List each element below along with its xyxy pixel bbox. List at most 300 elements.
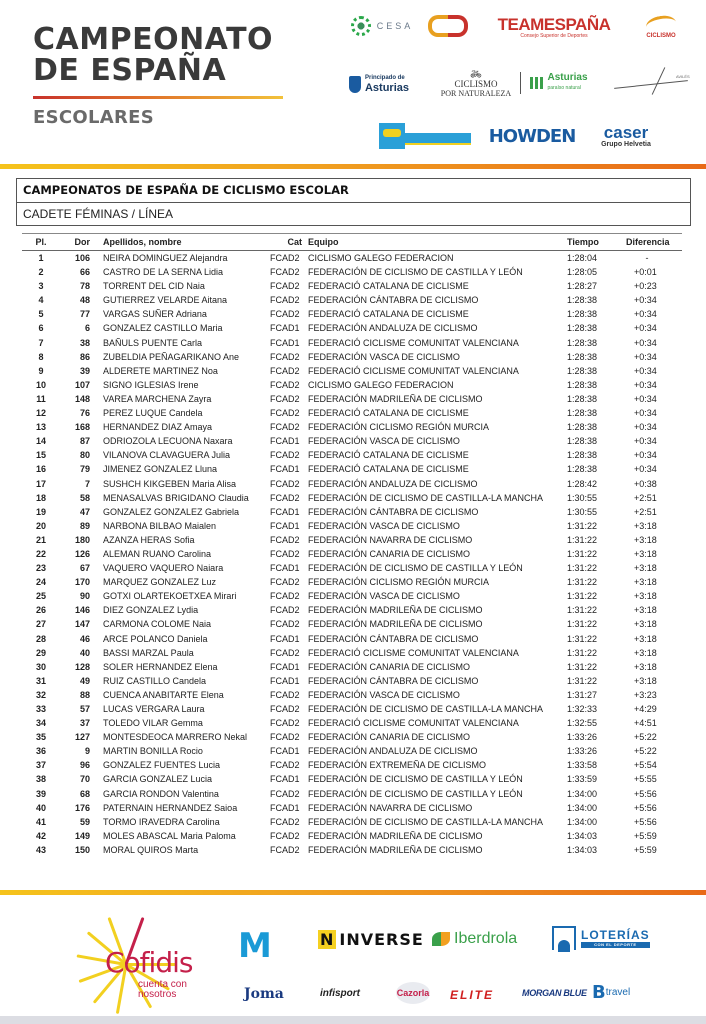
cell-diff: +2:51 bbox=[634, 506, 657, 517]
cell-dor: 78 bbox=[79, 281, 90, 292]
cell-cat: FCAD2 bbox=[270, 393, 300, 404]
cell-pl: 37 bbox=[35, 760, 46, 771]
cell-diff: +0:38 bbox=[634, 478, 657, 489]
cell-diff: +0:34 bbox=[634, 464, 657, 475]
cell-name: GARCIA RONDON Valentina bbox=[103, 788, 219, 799]
cell-cat: FCAD1 bbox=[270, 323, 300, 334]
cell-pl: 7 bbox=[38, 337, 44, 348]
cell-pl: 38 bbox=[35, 774, 46, 785]
table-row bbox=[22, 815, 682, 829]
cell-name: CASTRO DE LA SERNA Lidia bbox=[103, 267, 224, 278]
cell-team: FEDERACIÓN MADRILEÑA DE CICLISMO bbox=[308, 830, 483, 841]
cell-name: BAÑULS PUENTE Carla bbox=[103, 337, 203, 348]
cell-pl: 23 bbox=[35, 563, 46, 574]
cell-diff: +0:34 bbox=[634, 351, 657, 362]
cell-diff: +2:51 bbox=[634, 492, 657, 503]
cell-pl: 17 bbox=[35, 478, 46, 489]
cell-pl: 24 bbox=[35, 577, 46, 588]
cell-team: FEDERACIÓN CANARIA DE CICLISMO bbox=[308, 548, 471, 559]
cell-time: 1:31:22 bbox=[567, 548, 598, 559]
rfec-logo: CICLISMO bbox=[640, 12, 682, 42]
cell-team: FEDERACIÓ CATALANA DE CICLISME bbox=[308, 464, 469, 475]
cofidis-logo: Cofidis cuenta con nosotros bbox=[68, 918, 208, 1008]
cell-time: 1:28:38 bbox=[567, 337, 598, 348]
cell-diff: +0:34 bbox=[634, 408, 657, 419]
table-row bbox=[22, 462, 682, 476]
cell-cat: FCAD1 bbox=[270, 506, 300, 517]
cell-dor: 7 bbox=[84, 478, 90, 489]
cell-team: FEDERACIÓN CANARIA DE CICLISMO bbox=[308, 732, 471, 743]
cell-dor: 87 bbox=[79, 436, 90, 447]
cell-pl: 29 bbox=[35, 647, 46, 658]
cell-name: MARQUEZ GONZALEZ Luz bbox=[103, 577, 217, 588]
cell-team: FEDERACIÓN EXTREMEÑA DE CICLISMO bbox=[308, 760, 487, 771]
cell-team: FEDERACIÓN DE CICLISMO DE CASTILLA Y LEÓN bbox=[308, 774, 523, 785]
cell-name: MARTIN BONILLA Rocio bbox=[103, 746, 203, 757]
results-table bbox=[22, 233, 682, 857]
cell-team: CICLISMO GALEGO FEDERACION bbox=[308, 379, 454, 390]
cell-name: VAREA MARCHENA Zayra bbox=[103, 393, 212, 404]
table-row bbox=[22, 364, 682, 378]
cell-time: 1:28:05 bbox=[567, 267, 598, 278]
cell-time: 1:28:38 bbox=[567, 379, 598, 390]
cell-name: SOLER HERNANDEZ Elena bbox=[103, 661, 218, 672]
cell-diff: +3:18 bbox=[634, 577, 657, 588]
cell-cat: FCAD2 bbox=[270, 816, 300, 827]
cell-name: SIGNO IGLESIAS Irene bbox=[103, 379, 199, 390]
cell-pl: 9 bbox=[38, 365, 44, 376]
table-row bbox=[22, 378, 682, 392]
cell-pl: 28 bbox=[35, 633, 46, 644]
cell-name: TORMO IRAVEDRA Carolina bbox=[103, 816, 220, 827]
cell-time: 1:32:33 bbox=[567, 704, 598, 714]
table-row bbox=[22, 434, 682, 448]
cell-team: FEDERACIÓN VASCA DE CICLISMO bbox=[308, 591, 460, 602]
cell-team: FEDERACIÓN CÁNTABRA DE CICLISMO bbox=[308, 675, 479, 686]
footer-bottom-strip bbox=[0, 1016, 706, 1024]
cell-pl: 6 bbox=[38, 323, 44, 334]
col-header-name: Apellidos, nombre bbox=[103, 237, 182, 247]
cell-time: 1:34:00 bbox=[567, 802, 598, 813]
cell-pl: 20 bbox=[35, 520, 46, 531]
cell-cat: FCAD2 bbox=[270, 718, 300, 729]
cell-name: ZUBELDIA PEÑAGARIKANO Ane bbox=[103, 351, 240, 362]
movistar-logo: M bbox=[238, 926, 272, 966]
cell-dor: 49 bbox=[79, 675, 90, 686]
table-row bbox=[22, 477, 682, 491]
cell-pl: 16 bbox=[35, 464, 46, 475]
cell-team: FEDERACIÓN DE CICLISMO DE CASTILLA-LA MANCHA bbox=[308, 816, 544, 827]
cell-name: ODRIOZOLA LECUONA Naxara bbox=[103, 436, 233, 447]
cell-name: ARCE POLANCO Daniela bbox=[103, 633, 208, 644]
cell-cat: FCAD2 bbox=[270, 450, 300, 461]
cell-dor: 39 bbox=[79, 365, 90, 376]
cell-diff: +0:23 bbox=[634, 281, 657, 292]
cell-diff: +0:34 bbox=[634, 422, 657, 433]
table-row bbox=[22, 491, 682, 505]
cell-dor: 150 bbox=[74, 844, 90, 855]
cell-time: 1:31:22 bbox=[567, 647, 598, 658]
cell-dor: 88 bbox=[79, 689, 90, 700]
table-row bbox=[22, 533, 682, 547]
cell-time: 1:28:27 bbox=[567, 281, 598, 292]
cell-cat: FCAD2 bbox=[270, 379, 300, 390]
cell-cat: FCAD2 bbox=[270, 591, 300, 602]
cell-dor: 89 bbox=[79, 520, 90, 531]
cell-cat: FCAD1 bbox=[270, 436, 300, 447]
cell-cat: FCAD1 bbox=[270, 563, 300, 574]
results-title-box bbox=[16, 178, 691, 226]
table-row bbox=[22, 702, 682, 716]
cell-team: FEDERACIÓN MADRILEÑA DE CICLISMO bbox=[308, 844, 483, 855]
cell-team: FEDERACIÓN DE CICLISMO DE CASTILLA-LA MANCHA bbox=[308, 492, 544, 503]
cell-dor: 70 bbox=[79, 774, 90, 785]
cell-time: 1:31:22 bbox=[567, 534, 598, 545]
cell-team: FEDERACIÓN CÁNTABRA DE CICLISMO bbox=[308, 506, 479, 517]
cell-cat: FCAD1 bbox=[270, 802, 300, 813]
cell-name: VAQUERO VAQUERO Naiara bbox=[103, 563, 224, 574]
cell-pl: 18 bbox=[35, 492, 46, 503]
morgan-blue-logo: MORGAN BLUE bbox=[522, 988, 587, 998]
table-row bbox=[22, 716, 682, 730]
cell-pl: 15 bbox=[35, 450, 46, 461]
iberdrola-logo: Iberdrola bbox=[432, 930, 517, 948]
cell-cat: FCAD2 bbox=[270, 534, 300, 545]
cell-team: FEDERACIÓ CICLISME COMUNITAT VALENCIANA bbox=[308, 718, 519, 729]
cell-cat: FCAD1 bbox=[270, 774, 300, 785]
cell-diff: +0:34 bbox=[634, 309, 657, 320]
cell-time: 1:31:22 bbox=[567, 591, 598, 602]
table-row bbox=[22, 603, 682, 617]
cell-name: DIEZ GONZALEZ Lydia bbox=[103, 605, 199, 616]
cell-time: 1:31:22 bbox=[567, 661, 598, 672]
table-row bbox=[22, 406, 682, 420]
cell-dor: 67 bbox=[79, 563, 90, 574]
cell-diff: - bbox=[645, 253, 649, 263]
asturias-bars-icon bbox=[530, 77, 544, 89]
cell-team: FEDERACIÓN MADRILEÑA DE CICLISMO bbox=[308, 605, 483, 616]
cell-cat: FCAD2 bbox=[270, 548, 300, 559]
cell-dor: 128 bbox=[74, 661, 90, 672]
cell-time: 1:28:38 bbox=[567, 422, 598, 433]
col-header-dor: Dor bbox=[74, 237, 90, 247]
cell-dor: 96 bbox=[79, 760, 90, 771]
table-row bbox=[22, 575, 682, 589]
cell-pl: 36 bbox=[35, 746, 46, 757]
cell-dor: 170 bbox=[74, 577, 90, 588]
header-divider-band bbox=[0, 164, 706, 169]
cell-pl: 30 bbox=[35, 661, 46, 672]
cell-pl: 41 bbox=[35, 816, 46, 827]
cell-dor: 80 bbox=[79, 450, 90, 461]
cell-name: GOTXI OLARTEKOETXEA Mirari bbox=[103, 591, 237, 602]
fcpa-emblem-icon bbox=[379, 123, 405, 149]
cell-time: 1:28:38 bbox=[567, 408, 598, 419]
ciclismo-por-naturaleza-logo: 🚲︎ CICLISMO POR NATURALEZA bbox=[440, 69, 512, 98]
cell-cat: FCAD2 bbox=[270, 295, 300, 306]
cesa-emblem-icon bbox=[351, 16, 371, 36]
table-header-row bbox=[22, 233, 682, 251]
cell-time: 1:31:22 bbox=[567, 633, 598, 644]
table-row bbox=[22, 519, 682, 533]
cell-diff: +3:18 bbox=[634, 647, 657, 658]
cell-diff: +5:59 bbox=[634, 844, 657, 855]
table-row bbox=[22, 843, 682, 857]
cell-name: NEIRA DOMINGUEZ Alejandra bbox=[103, 253, 228, 263]
cell-dor: 79 bbox=[79, 464, 90, 475]
cell-cat: FCAD2 bbox=[270, 253, 300, 263]
cell-name: MENASALVAS BRIGIDANO Claudia bbox=[103, 492, 249, 503]
cell-name: GUTIERREZ VELARDE Aitana bbox=[103, 295, 228, 306]
table-row bbox=[22, 547, 682, 561]
cell-name: ALEMAN RUANO Carolina bbox=[103, 548, 212, 559]
col-header-time: Tiempo bbox=[567, 237, 599, 247]
cell-diff: +0:34 bbox=[634, 393, 657, 404]
cell-name: SUSHCH KIKGEBEN Maria Alisa bbox=[103, 478, 237, 489]
fcpa-logo bbox=[379, 123, 471, 149]
cell-diff: +5:22 bbox=[634, 732, 657, 743]
cell-pl: 35 bbox=[35, 732, 46, 743]
cell-pl: 8 bbox=[38, 351, 44, 362]
asturias-tourism-logo: Asturias paraíso natural bbox=[528, 72, 590, 94]
cell-diff: +5:56 bbox=[634, 816, 657, 827]
cell-team: FEDERACIÓN CICLISMO REGIÓN MURCIA bbox=[308, 422, 490, 433]
cell-dor: 106 bbox=[74, 253, 90, 263]
cell-diff: +3:18 bbox=[634, 563, 657, 574]
cell-pl: 27 bbox=[35, 619, 46, 630]
cell-team: FEDERACIÓN ANDALUZA DE CICLISMO bbox=[308, 323, 478, 334]
cell-cat: FCAD2 bbox=[270, 492, 300, 503]
cell-name: MONTESDEOCA MARRERO Nekal bbox=[103, 732, 248, 743]
cell-diff: +0:34 bbox=[634, 295, 657, 306]
table-row bbox=[22, 829, 682, 843]
cell-diff: +4:29 bbox=[634, 704, 657, 714]
table-row bbox=[22, 646, 682, 660]
cell-dor: 107 bbox=[74, 379, 90, 390]
cell-time: 1:31:22 bbox=[567, 619, 598, 630]
cell-pl: 10 bbox=[35, 379, 46, 390]
cell-dor: 6 bbox=[84, 323, 90, 334]
cell-pl: 13 bbox=[35, 422, 46, 433]
cell-time: 1:28:38 bbox=[567, 393, 598, 404]
cell-name: MOLES ABASCAL Maria Paloma bbox=[103, 830, 236, 841]
cell-cat: FCAD2 bbox=[270, 365, 300, 376]
inverse-logo: N INVERSE bbox=[320, 930, 424, 949]
cell-cat: FCAD2 bbox=[270, 422, 300, 433]
cell-team: FEDERACIÓ CATALANA DE CICLISME bbox=[308, 450, 469, 461]
cell-team: FEDERACIÓN ANDALUZA DE CICLISMO bbox=[308, 746, 478, 757]
cell-diff: +3:18 bbox=[634, 520, 657, 531]
cell-pl: 1 bbox=[38, 253, 44, 263]
cell-cat: FCAD2 bbox=[270, 689, 300, 700]
cell-time: 1:28:38 bbox=[567, 464, 598, 475]
cell-pl: 34 bbox=[35, 718, 46, 729]
cell-team: FEDERACIÓN CÁNTABRA DE CICLISMO bbox=[308, 633, 479, 644]
event-title bbox=[33, 24, 273, 86]
cell-cat: FCAD2 bbox=[270, 577, 300, 588]
cell-pl: 14 bbox=[35, 436, 46, 447]
cell-dor: 176 bbox=[74, 802, 90, 813]
cell-diff: +3:18 bbox=[634, 534, 657, 545]
cell-time: 1:28:38 bbox=[567, 436, 598, 447]
event-subtitle: ESCOLARES bbox=[33, 107, 154, 128]
cell-time: 1:28:38 bbox=[567, 323, 598, 334]
cell-cat: FCAD2 bbox=[270, 732, 300, 743]
cell-dor: 58 bbox=[79, 492, 90, 503]
cell-name: NARBONA BILBAO Maialen bbox=[103, 520, 217, 531]
cell-diff: +3:18 bbox=[634, 548, 657, 559]
cell-time: 1:31:22 bbox=[567, 563, 598, 574]
cell-time: 1:33:26 bbox=[567, 746, 598, 757]
cell-team: FEDERACIÓN VASCA DE CICLISMO bbox=[308, 689, 460, 700]
cell-pl: 40 bbox=[35, 802, 46, 813]
cell-team: FEDERACIÓN DE CICLISMO DE CASTILLA Y LEÓN bbox=[308, 788, 523, 799]
cell-pl: 12 bbox=[35, 408, 46, 419]
cell-name: VILANOVA CLAVAGUERA Julia bbox=[103, 450, 231, 461]
btravel-logo: B travel bbox=[592, 982, 631, 1003]
cell-pl: 39 bbox=[35, 788, 46, 799]
cell-team: FEDERACIÓ CATALANA DE CICLISME bbox=[308, 281, 469, 292]
cell-dor: 148 bbox=[74, 393, 90, 404]
cell-name: LUCAS VERGARA Laura bbox=[103, 704, 205, 714]
cesa-logo: CESA bbox=[343, 14, 421, 38]
cell-dor: 47 bbox=[79, 506, 90, 517]
table-row bbox=[22, 730, 682, 744]
principado-asturias-logo: Principado de Asturias bbox=[343, 70, 415, 98]
competition-title: CAMPEONATOS DE ESPAÑA DE CICLISMO ESCOLAR bbox=[17, 179, 690, 203]
cell-team: FEDERACIÓN CÁNTABRA DE CICLISMO bbox=[308, 295, 479, 306]
cell-dor: 147 bbox=[74, 619, 90, 630]
cell-pl: 11 bbox=[36, 393, 46, 404]
table-row bbox=[22, 251, 682, 265]
cell-time: 1:33:59 bbox=[567, 774, 598, 785]
cell-cat: FCAD1 bbox=[270, 746, 300, 757]
cell-team: FEDERACIÓN MADRILEÑA DE CICLISMO bbox=[308, 393, 483, 404]
cazorla-logo: Cazorla bbox=[396, 982, 430, 1004]
cell-cat: FCAD2 bbox=[270, 619, 300, 630]
cell-cat: FCAD2 bbox=[270, 704, 300, 714]
table-row bbox=[22, 617, 682, 631]
cell-name: GONZALEZ GONZALEZ Gabriela bbox=[103, 506, 240, 517]
cell-cat: FCAD2 bbox=[270, 408, 300, 419]
cell-dor: 57 bbox=[79, 704, 90, 714]
cell-team: FEDERACIÓN DE CICLISMO DE CASTILLA-LA MANCHA bbox=[308, 704, 544, 714]
cell-diff: +3:18 bbox=[634, 591, 657, 602]
table-row bbox=[22, 772, 682, 786]
table-row bbox=[22, 279, 682, 293]
iberdrola-leaf-icon bbox=[432, 932, 450, 946]
cell-diff: +0:34 bbox=[634, 450, 657, 461]
table-row bbox=[22, 688, 682, 702]
table-row bbox=[22, 561, 682, 575]
cell-name: GONZALEZ CASTILLO Maria bbox=[103, 323, 223, 334]
cell-time: 1:31:27 bbox=[567, 689, 598, 700]
cell-diff: +3:18 bbox=[634, 675, 657, 686]
cell-name: ALDERETE MARTINEZ Noa bbox=[103, 365, 218, 376]
cell-name: VARGAS SUÑER Adriana bbox=[103, 309, 207, 320]
cell-team: FEDERACIÓN VASCA DE CICLISMO bbox=[308, 351, 460, 362]
cell-dor: 48 bbox=[79, 295, 90, 306]
category-title: CADETE FÉMINAS / LÍNEA bbox=[23, 207, 174, 221]
cell-dor: 9 bbox=[84, 746, 90, 757]
cell-time: 1:31:22 bbox=[567, 675, 598, 686]
cell-diff: +5:55 bbox=[634, 774, 657, 785]
cell-time: 1:31:22 bbox=[567, 577, 598, 588]
cell-team: FEDERACIÓN MADRILEÑA DE CICLISMO bbox=[308, 619, 483, 630]
cell-team: FEDERACIÓ CATALANA DE CICLISME bbox=[308, 309, 469, 320]
cell-dor: 68 bbox=[79, 788, 90, 799]
cell-pl: 32 bbox=[35, 689, 46, 700]
cell-dor: 90 bbox=[79, 591, 90, 602]
csd-logo bbox=[424, 14, 472, 38]
cell-cat: FCAD1 bbox=[270, 675, 300, 686]
cell-team: FEDERACIÓN CICLISMO REGIÓN MURCIA bbox=[308, 577, 490, 588]
cell-time: 1:34:03 bbox=[567, 844, 598, 855]
cell-team: FEDERACIÓ CICLISME COMUNITAT VALENCIANA bbox=[308, 365, 519, 376]
cell-name: MORAL QUIROS Marta bbox=[103, 844, 199, 855]
title-underline bbox=[33, 96, 283, 99]
cell-team: FEDERACIÓ CICLISME COMUNITAT VALENCIANA bbox=[308, 337, 519, 348]
cell-pl: 5 bbox=[38, 309, 44, 320]
howden-logo: HOWDEN bbox=[488, 125, 576, 147]
cell-cat: FCAD1 bbox=[270, 464, 300, 475]
cell-diff: +4:51 bbox=[634, 718, 657, 729]
cell-cat: FCAD2 bbox=[270, 351, 300, 362]
cell-name: CARMONA COLOME Naia bbox=[103, 619, 212, 630]
table-row bbox=[22, 801, 682, 815]
cell-cat: FCAD2 bbox=[270, 844, 300, 855]
cell-pl: 3 bbox=[38, 281, 44, 292]
cell-dor: 180 bbox=[74, 534, 90, 545]
caser-logo: caser Grupo Helvetia bbox=[601, 122, 651, 148]
table-row bbox=[22, 758, 682, 772]
cell-diff: +3:23 bbox=[634, 689, 657, 700]
table-row bbox=[22, 321, 682, 335]
cell-time: 1:28:38 bbox=[567, 309, 598, 320]
cell-diff: +3:18 bbox=[634, 605, 657, 616]
table-row bbox=[22, 505, 682, 519]
cell-dor: 149 bbox=[74, 830, 90, 841]
cell-team: FEDERACIÓ CATALANA DE CICLISME bbox=[308, 408, 469, 419]
cell-dor: 46 bbox=[79, 633, 90, 644]
cell-cat: FCAD2 bbox=[270, 647, 300, 658]
table-row bbox=[22, 293, 682, 307]
cell-diff: +3:18 bbox=[634, 619, 657, 630]
table-row bbox=[22, 660, 682, 674]
page-header bbox=[0, 0, 706, 166]
cell-dor: 77 bbox=[79, 309, 90, 320]
cell-cat: FCAD2 bbox=[270, 788, 300, 799]
cell-dor: 146 bbox=[74, 605, 90, 616]
cell-diff: +3:18 bbox=[634, 661, 657, 672]
table-row bbox=[22, 744, 682, 758]
cell-dor: 38 bbox=[79, 337, 90, 348]
cell-time: 1:28:38 bbox=[567, 295, 598, 306]
cell-cat: FCAD2 bbox=[270, 760, 300, 771]
cell-time: 1:31:22 bbox=[567, 520, 598, 531]
table-row bbox=[22, 307, 682, 321]
cell-pl: 19 bbox=[35, 506, 46, 517]
cell-cat: FCAD2 bbox=[270, 478, 300, 489]
loterias-hand-icon bbox=[552, 926, 576, 950]
cell-diff: +0:34 bbox=[634, 365, 657, 376]
event-title-line2: DE ESPAÑA bbox=[33, 53, 227, 88]
cell-name: PEREZ LUQUE Candela bbox=[103, 408, 203, 419]
csd-c-icon bbox=[428, 15, 448, 37]
cell-name: AZANZA HERAS Sofia bbox=[103, 534, 195, 545]
cell-pl: 21 bbox=[35, 534, 46, 545]
cell-time: 1:28:38 bbox=[567, 351, 598, 362]
